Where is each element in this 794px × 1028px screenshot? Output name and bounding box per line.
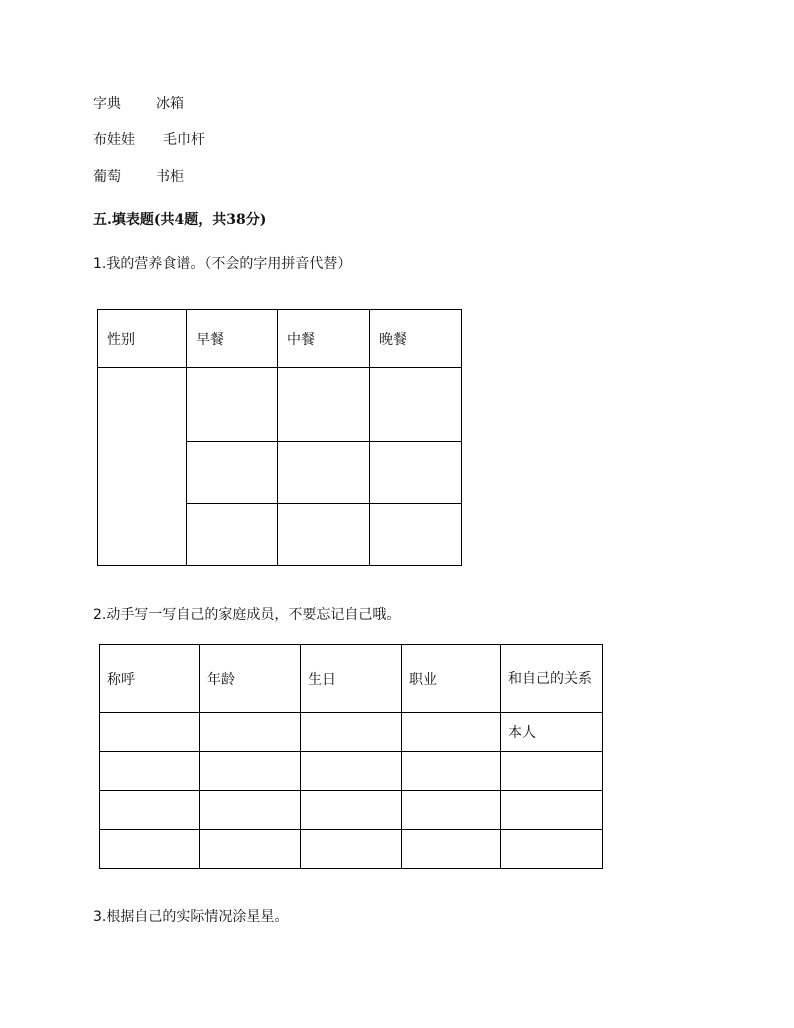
menu-input-cell[interactable] xyxy=(370,368,462,442)
question-2-prompt: 2.动手写一写自己的家庭成员，不要忘记自己哦。 xyxy=(93,607,401,623)
word-left: 葡萄 xyxy=(93,169,121,185)
section-title: 五.填表题(共4题，共38分) xyxy=(93,212,267,228)
family-input-cell[interactable] xyxy=(301,752,402,791)
family-input-cell[interactable] xyxy=(200,752,301,791)
family-input-cell[interactable] xyxy=(402,830,501,869)
family-input-cell[interactable] xyxy=(100,713,200,752)
family-input-cell[interactable] xyxy=(402,791,501,830)
word-right: 冰箱 xyxy=(156,96,184,112)
family-input-cell[interactable] xyxy=(301,713,402,752)
word-left: 字典 xyxy=(93,96,121,112)
question-3-prompt: 3.根据自己的实际情况涂星星。 xyxy=(93,909,289,925)
word-pair-3 xyxy=(93,166,293,186)
family-input-cell[interactable] xyxy=(100,752,200,791)
word-pair-2 xyxy=(93,129,293,149)
menu-input-cell[interactable] xyxy=(187,442,278,504)
family-input-cell[interactable] xyxy=(200,791,301,830)
header-cell: 年龄 xyxy=(200,645,301,713)
word-pair-1 xyxy=(93,93,293,113)
family-input-cell[interactable] xyxy=(100,791,200,830)
question-1-prompt: 1.我的营养食谱。（不会的字用拼音代替） xyxy=(93,256,352,272)
family-input-cell[interactable] xyxy=(501,830,603,869)
menu-input-cell[interactable] xyxy=(370,442,462,504)
family-input-cell[interactable] xyxy=(100,830,200,869)
menu-input-cell[interactable] xyxy=(278,368,370,442)
header-cell: 和自己的关系 xyxy=(501,645,603,713)
family-input-cell[interactable] xyxy=(200,830,301,869)
header-cell: 早餐 xyxy=(187,310,278,368)
family-input-cell[interactable] xyxy=(402,713,501,752)
word-right: 书柜 xyxy=(156,169,184,185)
family-input-cell[interactable] xyxy=(301,791,402,830)
family-input-cell[interactable] xyxy=(501,752,603,791)
family-input-cell[interactable] xyxy=(301,830,402,869)
gender-input-cell[interactable] xyxy=(98,368,187,566)
relation-self-cell: 本人 xyxy=(501,713,603,752)
menu-input-cell[interactable] xyxy=(278,442,370,504)
header-cell: 生日 xyxy=(301,645,402,713)
header-cell: 职业 xyxy=(402,645,501,713)
menu-input-cell[interactable] xyxy=(278,504,370,566)
header-cell: 性别 xyxy=(98,310,187,368)
header-cell: 称呼 xyxy=(100,645,200,713)
family-input-cell[interactable] xyxy=(402,752,501,791)
menu-input-cell[interactable] xyxy=(187,368,278,442)
family-members-table xyxy=(99,644,603,869)
family-input-cell[interactable] xyxy=(501,791,603,830)
menu-input-cell[interactable] xyxy=(187,504,278,566)
header-cell: 晚餐 xyxy=(370,310,462,368)
word-left: 布娃娃 xyxy=(93,132,135,148)
menu-input-cell[interactable] xyxy=(370,504,462,566)
family-input-cell[interactable] xyxy=(200,713,301,752)
nutrition-menu-table xyxy=(97,309,462,566)
word-right: 毛巾杆 xyxy=(163,132,205,148)
header-cell: 中餐 xyxy=(278,310,370,368)
